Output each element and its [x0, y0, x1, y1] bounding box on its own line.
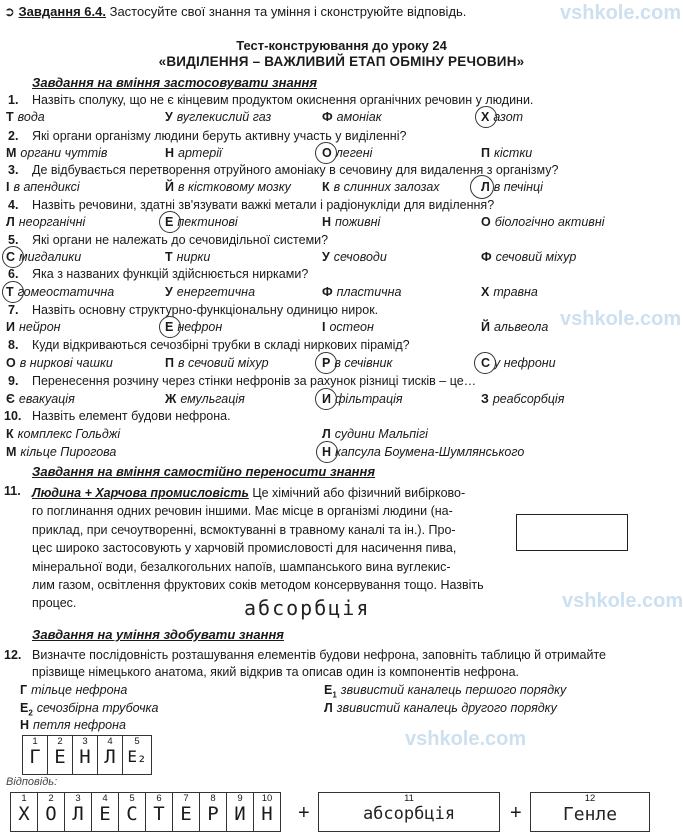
- option-text: легені: [335, 146, 373, 160]
- option-text: в апендиксі: [13, 180, 80, 194]
- grid-cell: [48, 736, 73, 775]
- text-line: го поглинання одних речовин іншими. Має місце в організмі людини (на-: [32, 504, 453, 519]
- option-letter: З: [481, 392, 489, 406]
- text-line: процес.: [32, 596, 77, 611]
- question-12: [4, 648, 21, 662]
- option: [481, 285, 538, 299]
- cell-number: 1: [32, 736, 38, 747]
- option-text: біологічно активні: [494, 215, 605, 229]
- cell-letter: Е: [99, 803, 111, 825]
- option-letter: Е: [165, 320, 174, 334]
- grid-cell: [11, 793, 38, 832]
- option-text: артерії: [178, 146, 222, 160]
- option-text: в печінці: [493, 180, 543, 194]
- option-letter: Л: [322, 427, 331, 441]
- nephron-item: [324, 683, 566, 700]
- plus-sign: +: [510, 802, 522, 824]
- question-number: 4.: [8, 198, 19, 212]
- question-text: Назвіть елемент будови нефрона.: [32, 409, 231, 423]
- option-letter: Ф: [481, 250, 492, 264]
- question-number: 11.: [4, 484, 21, 498]
- option-text: органи чуттів: [20, 146, 108, 160]
- item-subscript: 1: [332, 690, 337, 700]
- handwritten-answer: абсорбція: [244, 596, 371, 620]
- item-text: звивистий каналець першого порядку: [340, 683, 567, 697]
- grid-cell: [23, 736, 48, 775]
- section-heading: Завдання на вміння самостійно переносити знання: [32, 464, 376, 479]
- cell-letter: Т: [153, 803, 165, 825]
- grid-cell: [65, 793, 92, 832]
- watermark: vshkole.com: [560, 308, 682, 330]
- option: [6, 320, 61, 334]
- watermark: vshkole.com: [405, 728, 527, 750]
- answer-circle: [315, 142, 337, 164]
- option-letter: О: [322, 146, 332, 160]
- option-letter: Н: [322, 445, 332, 459]
- text-line: цес широко застосовують у харчовій промисловості для насичення пива,: [32, 541, 457, 556]
- circle-arrow-icon: ➲: [4, 4, 15, 19]
- option-letter: У: [322, 250, 330, 264]
- text-line: лим газом, освітлення фруктових соків методом консервування тощо. Назвіть: [32, 578, 484, 593]
- option-text: сечовий міхур: [495, 250, 577, 264]
- option-text: капсула Боумена-Шумлянського: [335, 445, 525, 459]
- option-letter: Х: [481, 110, 490, 124]
- option-text: вуглекислий газ: [176, 110, 272, 124]
- option: [165, 356, 269, 370]
- question-8: [8, 338, 18, 352]
- nephron-item: [20, 683, 127, 697]
- question-number: 1.: [8, 93, 19, 107]
- grid-cell: [92, 793, 119, 832]
- option-letter: Л: [6, 215, 15, 229]
- option-letter: Т: [165, 250, 173, 264]
- nephron-item: [20, 718, 126, 732]
- cell-number: 3: [75, 793, 81, 804]
- cell-number: 5: [129, 793, 135, 804]
- lesson-title: «ВИДІЛЕННЯ – ВАЖЛИВИЙ ЕТАП ОБМІНУ РЕЧОВИН»: [158, 54, 525, 69]
- option-letter: Н: [165, 146, 175, 160]
- question-7: [8, 303, 18, 317]
- grid-cell: [227, 793, 254, 832]
- cell-number: 7: [183, 793, 189, 804]
- grid-cell: [200, 793, 227, 832]
- task-instruction: Застосуйте свої знання та уміння і сконструюйте відповідь.: [109, 4, 467, 19]
- question-number: 8.: [8, 338, 19, 352]
- task-header: [4, 4, 466, 20]
- question-text: Назвіть сполуку, що не є кінцевим продуктом окиснення органічних речовин у людини.: [32, 93, 534, 107]
- option: [6, 146, 107, 160]
- option-letter: У: [165, 110, 173, 124]
- item-letter: Н: [20, 718, 30, 732]
- option: [6, 392, 75, 406]
- question-text: Де відбувається перетворення отруйного амоніаку в сечовину для видалення з організму?: [32, 163, 559, 177]
- cell-letter: Е₂: [127, 747, 147, 766]
- cell-letter: Г: [29, 746, 41, 768]
- option-letter: Ж: [165, 392, 177, 406]
- option: [6, 215, 85, 229]
- answer-circle: [315, 352, 337, 374]
- cell-letter: Е: [180, 803, 192, 825]
- option: [165, 392, 245, 406]
- option-letter: Ф: [322, 110, 333, 124]
- option: [481, 250, 576, 264]
- option: [322, 110, 382, 124]
- option: [481, 215, 604, 229]
- option: [6, 445, 116, 459]
- option-text: нирки: [176, 250, 211, 264]
- answer-11-box: [318, 792, 500, 832]
- option-text: енергетична: [176, 285, 256, 299]
- cell-letter: Л: [72, 803, 84, 825]
- option-letter: С: [6, 250, 16, 264]
- option-text: вода: [17, 110, 45, 124]
- nephron-grid: [22, 735, 152, 775]
- option: [322, 250, 387, 264]
- grid-cell: [119, 793, 146, 832]
- option-letter: М: [6, 146, 17, 160]
- answer-circle: [159, 316, 181, 338]
- cell-number: 10: [261, 793, 273, 804]
- question-number: 9.: [8, 374, 19, 388]
- test-title: Тест-конструювання до уроку 24: [236, 38, 447, 53]
- answer-12-box: [530, 792, 650, 832]
- option-letter: Р: [322, 356, 331, 370]
- nephron-item: [20, 701, 158, 718]
- question-text: Яка з названих функцій здійснюється нирками?: [32, 267, 309, 281]
- grid-cell: [531, 793, 650, 832]
- grid-cell: [73, 736, 98, 775]
- question-text: Назвіть основну структурно-функціональну одиницю нирок.: [32, 303, 379, 317]
- question-9: [8, 374, 18, 388]
- question-number: 5.: [8, 233, 19, 247]
- question-1: [8, 93, 18, 107]
- grid-cell: [123, 736, 152, 775]
- option: [322, 180, 440, 194]
- option: [165, 180, 291, 194]
- watermark: vshkole.com: [560, 2, 682, 24]
- question-number: 12.: [4, 648, 22, 662]
- question-text: Назвіть речовини, здатні зв'язувати важкі метали і радіонукліди для виділення?: [32, 198, 495, 212]
- option-text: остеон: [329, 320, 374, 334]
- watermark: vshkole.com: [562, 590, 683, 612]
- answer-circle: [474, 352, 496, 374]
- option-letter: Н: [322, 215, 332, 229]
- question-number: 7.: [8, 303, 19, 317]
- option-letter: Є: [6, 392, 15, 406]
- cell-number: 12: [584, 793, 596, 804]
- cell-number: 5: [134, 736, 140, 747]
- option: [6, 356, 113, 370]
- cell-number: 9: [237, 793, 243, 804]
- question-3: [8, 163, 18, 177]
- cell-number: 3: [82, 736, 88, 747]
- option-text: комплекс Гольджі: [17, 427, 121, 441]
- option-text: у нефрони: [494, 356, 556, 370]
- answer-label: Відповідь:: [6, 776, 58, 788]
- option-letter: С: [481, 356, 491, 370]
- item-text: тільце нефрона: [31, 683, 128, 697]
- option-letter: М: [6, 445, 17, 459]
- item-subscript: 2: [28, 708, 33, 718]
- option: [322, 445, 524, 459]
- cell-number: 11: [404, 793, 414, 804]
- item-text: звивистий каналець другого порядку: [336, 701, 557, 715]
- option-text: азот: [493, 110, 524, 124]
- option-letter: К: [6, 427, 14, 441]
- option-letter: Й: [481, 320, 490, 334]
- option-letter: И: [322, 392, 331, 406]
- question-number: 10.: [4, 409, 22, 423]
- answer-circle: [470, 175, 494, 199]
- answer-circle: [315, 388, 337, 410]
- item-text: петля нефрона: [33, 718, 126, 732]
- option-text: кільце Пирогова: [20, 445, 117, 459]
- option: [322, 215, 380, 229]
- option-text: в сечівник: [334, 356, 393, 370]
- question-11-text: [32, 484, 502, 613]
- question-text: Куди відкриваються сечозбірні трубки в складі ниркових пірамід?: [32, 338, 410, 352]
- question-11: [4, 484, 21, 498]
- option-text: нейрон: [18, 320, 61, 334]
- cell-letter: Р: [207, 803, 219, 825]
- cell-number: 8: [210, 793, 216, 804]
- cell-letter: С: [126, 803, 138, 825]
- option: [481, 392, 564, 406]
- option-text: в ниркові чашки: [19, 356, 113, 370]
- option-text: судини Мальпігі: [334, 427, 428, 441]
- cell-number: 4: [107, 736, 113, 747]
- option: [481, 320, 548, 334]
- handwritten-answer: Генле: [562, 804, 618, 825]
- option: [165, 250, 210, 264]
- item-letter: Е: [20, 701, 29, 715]
- option-text: амоніак: [336, 110, 382, 124]
- option-letter: П: [481, 146, 490, 160]
- question-6: [8, 267, 18, 281]
- option: [165, 110, 271, 124]
- cell-letter: О: [45, 803, 57, 825]
- option-letter: П: [165, 356, 174, 370]
- option-text: реабсорбція: [492, 392, 565, 406]
- grid-cell: [38, 793, 65, 832]
- grid-cell: [173, 793, 200, 832]
- cell-number: 2: [48, 793, 54, 804]
- answer-circle: [475, 106, 497, 128]
- option-letter: К: [322, 180, 330, 194]
- option-text: фільтрація: [334, 392, 403, 406]
- option: [6, 180, 80, 194]
- question-number: 2.: [8, 129, 19, 143]
- option-letter: И: [6, 320, 15, 334]
- question-4: [8, 198, 18, 212]
- option-letter: У: [165, 285, 173, 299]
- answer-circle: [2, 246, 24, 268]
- option-text: альвеола: [493, 320, 549, 334]
- option-letter: Т: [6, 110, 14, 124]
- item-text: сечозбірна трубочка: [36, 701, 159, 715]
- option-text: кістки: [493, 146, 533, 160]
- option: [6, 110, 45, 124]
- item-letter: Е: [324, 683, 333, 697]
- option-letter: О: [481, 215, 491, 229]
- grid-cell: [319, 793, 500, 832]
- answer-circle: [159, 211, 181, 233]
- question-10: [4, 409, 21, 423]
- question-2: [8, 129, 18, 143]
- answer-circle: [2, 281, 24, 303]
- grid-cell: [254, 793, 281, 832]
- cell-letter: Н: [79, 746, 91, 768]
- final-answer-grid: [10, 792, 281, 832]
- option-text: в сечовий міхур: [177, 356, 269, 370]
- section-heading: Завдання на вміння застосовувати знання: [32, 75, 318, 90]
- item-letter: Л: [324, 701, 333, 715]
- option: [165, 146, 222, 160]
- cell-letter: Н: [261, 803, 273, 825]
- cell-letter: Х: [18, 803, 30, 825]
- option-letter: Й: [165, 180, 174, 194]
- handwritten-answer: абсорбція: [362, 804, 456, 824]
- question-number: 3.: [8, 163, 19, 177]
- option: [481, 146, 532, 160]
- option-letter: Ф: [322, 285, 333, 299]
- option: [322, 427, 428, 441]
- option-text: гомеостатична: [17, 285, 115, 299]
- option: [165, 285, 255, 299]
- question-5: [8, 233, 18, 247]
- answer-box: [516, 514, 628, 551]
- question-number: 6.: [8, 267, 19, 281]
- cell-number: 4: [102, 793, 108, 804]
- grid-cell: [98, 736, 123, 775]
- option-text: мигдалики: [19, 250, 82, 264]
- option-letter: І: [322, 320, 326, 334]
- option-letter: Т: [6, 285, 14, 299]
- option-text: нефрон: [177, 320, 223, 334]
- nephron-item: [324, 701, 557, 715]
- cell-number: 6: [156, 793, 162, 804]
- option-text: в кістковому мозку: [177, 180, 291, 194]
- plus-sign: +: [298, 802, 310, 824]
- cell-number: 2: [57, 736, 63, 747]
- item-letter: Г: [20, 683, 28, 697]
- question-text: Перенесення розчину через стінки нефронів за рахунок різниці тисків – це…: [32, 374, 477, 388]
- option: [322, 320, 374, 334]
- cell-letter: Л: [104, 746, 116, 768]
- section-heading: Завдання на уміння здобувати знання: [32, 627, 284, 642]
- question-text: Які органи не належать до сечовидільної системи?: [32, 233, 329, 247]
- text-line: приклад, при сечоутворенні, всмоктуванні в травному каналі та ін.). Про-: [32, 522, 456, 537]
- option-text: сечоводи: [333, 250, 387, 264]
- cell-number: 1: [21, 793, 27, 804]
- option-text: поживні: [335, 215, 381, 229]
- option-letter: Х: [481, 285, 490, 299]
- option-letter: О: [6, 356, 16, 370]
- topic-label: Людина + Харчова промисловість: [32, 486, 249, 500]
- option-letter: І: [6, 180, 10, 194]
- option: [6, 427, 120, 441]
- option-letter: Е: [165, 215, 174, 229]
- option-text: неорганічні: [18, 215, 86, 229]
- question-text: прізвище німецького анатома, який відкрив та описав один із компонентів нефрона.: [32, 665, 520, 679]
- question-text: Визначте послідовність розташування елементів будови нефрона, заповніть таблицю й отримайте: [32, 648, 606, 662]
- answer-circle: [316, 441, 338, 463]
- option: [322, 285, 401, 299]
- task-label: Завдання 6.4.: [18, 4, 106, 19]
- option-text: евакуація: [18, 392, 75, 406]
- option-text: пластична: [336, 285, 402, 299]
- text-line: Це хімічний або фізичний вибірково-: [252, 486, 466, 500]
- option-letter: Л: [481, 180, 490, 194]
- question-text: Які органи організму людини беруть активну участь у виділенні?: [32, 129, 407, 143]
- option-text: травна: [493, 285, 538, 299]
- cell-letter: Е: [54, 746, 66, 768]
- option-text: пектинові: [177, 215, 238, 229]
- option-text: в слинних залозах: [333, 180, 440, 194]
- cell-letter: И: [234, 803, 246, 825]
- option-text: емульгація: [180, 392, 245, 406]
- grid-cell: [146, 793, 173, 832]
- text-line: мінеральної води, безалкогольних напоїв, шампанського вина вуглекис-: [32, 559, 451, 574]
